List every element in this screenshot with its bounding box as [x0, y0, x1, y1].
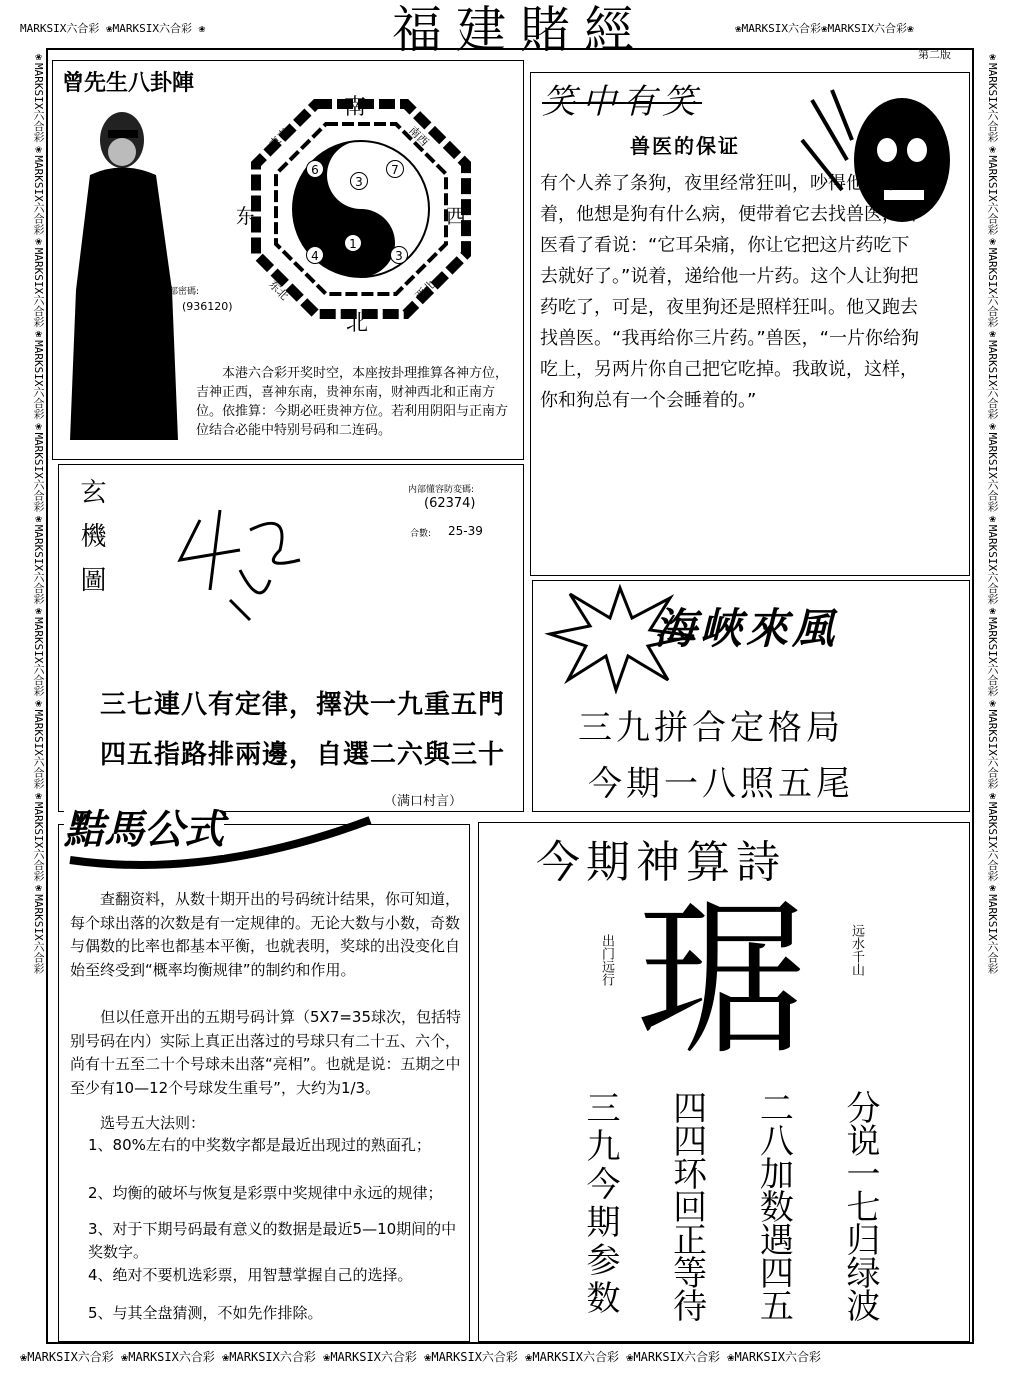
border-text: MARKSIX六合彩	[27, 1350, 114, 1364]
bagua-heading: 曾先生八卦陣	[62, 71, 195, 96]
xuanji-heading	[66, 478, 106, 627]
bagua-northeast: 东北	[266, 277, 292, 303]
border-text: MARKSIX六合彩	[532, 1350, 619, 1364]
border-text: MARKSIX六合彩	[229, 1350, 316, 1364]
border-text: MARKSIX六合彩	[827, 22, 907, 35]
border-text: MARKSIX六合彩	[32, 524, 45, 605]
bagua-east: 东	[236, 204, 256, 228]
bagua-number: 4	[306, 246, 324, 264]
border-right-strip: ❀MARKSIX六合彩❀MARKSIX六合彩❀MARKSIX六合彩❀MARKSIX六合彩❀MARKSIX六合彩❀MARKSIX六合彩❀MARKSIX六合彩❀MARKSIX六合彩❀MARKSIX六合彩❀MARKSIX六合彩	[986, 50, 999, 974]
xuanji-source: （满口村言）	[384, 794, 463, 809]
poem-column: 分说一七归绿波	[839, 1090, 880, 1321]
border-text: MARKSIX六合彩	[128, 1350, 215, 1364]
figure-illustration	[60, 100, 200, 450]
border-text: MARKSIX六合彩	[32, 709, 45, 789]
border-text: MARKSIX六合彩	[330, 1350, 417, 1364]
border-text: MARKSIX六合彩	[32, 617, 45, 697]
formula-rule: 5、与其全盘猜测，不如先作排除。	[88, 1304, 323, 1322]
border-text: MARKSIX六合彩	[986, 155, 999, 235]
poem-left-side	[596, 934, 616, 993]
formula-rules-title: 选号五大法则：	[100, 1114, 206, 1132]
border-text: MARKSIX六合彩	[986, 709, 999, 789]
bagua-code: (936120)	[182, 300, 233, 313]
border-text: MARKSIX六合彩	[431, 1350, 518, 1364]
border-text: MARKSIX六合彩	[32, 432, 45, 512]
poem-left-side-text: 出门远行	[599, 934, 614, 986]
xuanji-verse-line1: 三七連八有定律，擇決一九重五門	[100, 690, 506, 720]
joke-body: 有个人养了条狗，夜里经常狂叫，吵得他睡不着，他想是狗有什么病，便带着它去找兽医，兽医看了看说：“它耳朵痛，你让它把这片药吃下去就好了。”说着，递给他一片药。这个人让狗把药吃了，可是，夜里狗还是照样狂叫。他又跑去找兽医。“我再给你三片药。”兽医，“一片你给狗吃上，另两片你自己把它吃掉。我敢说，这样，你和狗总有一个会睡着的。”	[540, 173, 919, 411]
poem-column: 二八加数遇四五	[753, 1090, 794, 1321]
border-text: MARKSIX六合彩	[32, 247, 45, 328]
xuanji-hedu: 25-39	[448, 524, 483, 538]
border-left-strip: ❀MARKSIX六合彩❀MARKSIX六合彩❀MARKSIX六合彩❀MARKSIX六合彩❀MARKSIX六合彩❀MARKSIX六合彩❀MARKSIX六合彩❀MARKSIX六合彩❀MARKSIX六合彩❀MARKSIX六合彩	[32, 50, 45, 974]
formula-rule: 2、均衡的破坏与恢复是彩票中奖规律中永远的规律；	[88, 1184, 443, 1202]
poem-columns	[580, 1090, 880, 1330]
formula-paragraph-2: 但以任意开出的五期号码计算（5X7=35球次，包括特别号码在内）实际上真正出落过的号球只有二十五、六个，尚有十五至二十个号球未出落“亮相”。也就是说：五期之中至少有10—12个号球发生重号”，大约为1/3。	[70, 1008, 462, 1097]
bagua-number: 3	[350, 172, 368, 190]
bagua-number: 3	[390, 246, 408, 264]
xuanji-code: (62374)	[424, 496, 476, 511]
bagua-south: 南	[344, 95, 367, 120]
border-text: MARKSIX六合彩	[986, 894, 999, 974]
bagua-west: 西	[446, 204, 466, 228]
border-text: MARKSIX六合彩	[20, 22, 100, 35]
bagua-north: 北	[346, 311, 369, 336]
bagua-southeast: 東南	[266, 125, 292, 151]
border-text: MARKSIX六合彩	[734, 1350, 822, 1364]
poem-right-side-text: 远水千山	[849, 924, 864, 976]
xuanji-heading-text: 玄機圖	[76, 478, 106, 610]
xuanji-code-label: 内部懂容防変碼:	[408, 485, 475, 495]
formula-paragraph-1: 查翻资料，从数十期开出的号码统计结果，你可知道，每个球出落的次数是有一定规律的。无论大数与小数，奇数与偶数的比率也都基本平衡，也就表明，奖球的出没变化自始至终受到“概率均衡规律”的制约和作用。	[70, 890, 461, 979]
xuanji-hedu-label: 合數:	[410, 529, 432, 539]
border-text: MARKSIX六合彩	[32, 340, 45, 420]
border-text: MARKSIX六合彩	[986, 617, 999, 697]
haixia-line2: 今期一八照五尾	[588, 764, 854, 804]
poem-big-character: 琚	[636, 881, 807, 1079]
haixia-line1: 三九拼合定格局	[578, 708, 844, 748]
bagua-number: 6	[306, 160, 324, 178]
edition-label: 第二版	[918, 48, 951, 61]
border-text: MARKSIX六合彩	[986, 801, 999, 882]
border-text: MARKSIX六合彩	[986, 340, 999, 420]
formula-heading: 黠馬公式	[64, 798, 224, 855]
poem-heading: 今期神算詩	[536, 837, 786, 888]
bagua-southwest: 南西	[406, 123, 432, 149]
formula-rule: 1、80%左右的中奖数字都是最近出现过的熟面孔；	[88, 1136, 431, 1154]
masthead-title: 福建賭經	[392, 1, 648, 59]
joke-title: 兽医的保证	[630, 134, 740, 158]
border-top-strip-right: ❀MARKSIX六合彩❀MARKSIX六合彩❀	[735, 22, 914, 35]
border-text: MARKSIX六合彩	[32, 894, 45, 974]
border-text: MARKSIX六合彩	[986, 432, 999, 512]
poem-column: 三九今期参数	[580, 1090, 620, 1318]
calligraphy-figure	[170, 500, 310, 630]
border-text: MARKSIX六合彩	[986, 247, 999, 328]
poem-right-side	[846, 924, 866, 983]
border-text: MARKSIX六合彩	[741, 22, 821, 35]
formula-rule: 4、绝对不要机选彩票，用智慧掌握自己的选择。	[88, 1266, 413, 1284]
joke-heading: 笑中有笑	[542, 82, 702, 122]
border-text: MARKSIX六合彩	[32, 801, 45, 882]
border-bottom-strip: ❀MARKSIX六合彩 ❀MARKSIX六合彩 ❀MARKSIX六合彩 ❀MARKSIX六合彩 ❀MARKSIX六合彩 ❀MARKSIX六合彩 ❀MARKSIX六合彩 ❀MARKSIX六合彩	[20, 1350, 822, 1364]
bagua-code-label: 内部密碼:	[160, 287, 200, 297]
formula-rule: 3、对于下期号码最有意义的数据是最近5—10期间的中奖数字。	[88, 1220, 457, 1261]
border-text: MARKSIX六合彩	[986, 524, 999, 605]
xuanji-verse-line2: 四五指路排兩邊，自選二六與三十	[100, 740, 506, 770]
bagua-number: 1	[344, 234, 362, 252]
bagua-paragraph: 本港六合彩开奖时空，本座按卦理推算各神方位，吉神正西，喜神东南，贵神东南，财神西北和正南方位。依推算：今期必旺贵神方位。若利用阴阳与正南方位结合必能中特别号码和二连码。	[196, 366, 509, 438]
bagua-northwest: 西北	[412, 277, 438, 303]
border-top-strip: MARKSIX六合彩 ❀MARKSIX六合彩 ❀	[20, 22, 206, 35]
border-text: MARKSIX六合彩	[112, 22, 192, 35]
border-text: MARKSIX六合彩	[986, 63, 999, 143]
border-text: MARKSIX六合彩	[32, 63, 45, 143]
bagua-number: 7	[386, 160, 404, 178]
poem-column: 四四环回正等待	[666, 1090, 707, 1321]
border-text: MARKSIX六合彩	[32, 155, 45, 235]
haixia-heading: 海峽來風	[654, 604, 839, 653]
border-text: MARKSIX六合彩	[633, 1350, 720, 1364]
